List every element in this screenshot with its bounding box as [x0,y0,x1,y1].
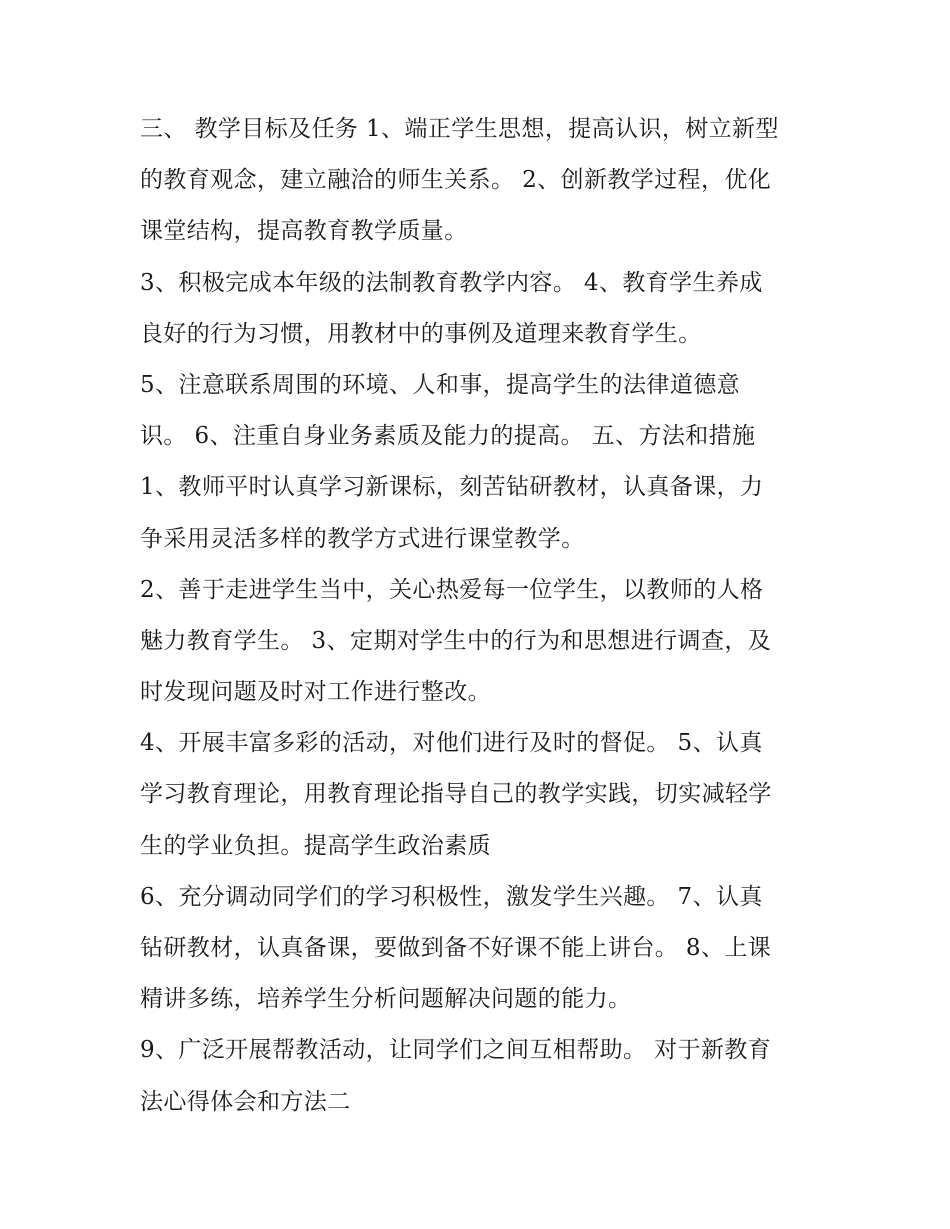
text-line: 良好的行为习惯，用教材中的事例及道理来教育学生。 [140,320,702,347]
body-text [140,104,820,1128]
text-line: 钻研教材，认真备课，要做到备不好课不能上讲台。 8、上课 [140,935,772,961]
text-line: 9、广泛开展帮教活动，让同学们之间互相帮助。 对于新教育 [140,1037,772,1064]
text-line: 5、注意联系周围的环境、人和事，提高学生的法律道德意 [140,371,741,398]
text-line: 学习教育理论，用教育理论指导自己的教学实践，切实减轻学 [140,781,772,808]
text-line: 4、开展丰富多彩的活动，对他们进行及时的督促。 5、认真 [140,730,763,757]
text-line: 争采用灵活多样的教学方式进行课堂教学。 [140,525,585,552]
text-line: 1、教师平时认真学习新课标，刻苦钻研教材，认真备课，力 [140,474,764,501]
text-line: 的教育观念，建立融洽的师生关系。 2、创新教学过程，优化 [140,167,772,194]
text-line: 法心得体会和方法二 [140,1088,351,1115]
text-line: 生的学业负担。提高学生政治素质 [140,832,491,859]
text-line: 识。 6、注重自身业务素质及能力的提高。 五、方法和措施 [140,423,756,450]
text-line: 精讲多练，培养学生分析问题解决问题的能力。 [140,986,632,1013]
text-line: 时发现问题及时对工作进行整改。 [140,679,491,706]
text-line: 6、充分调动同学们的学习积极性，激发学生兴趣。 7、认真 [140,883,763,910]
text-line: 2、善于走进学生当中，关心热爱每一位学生，以教师的人格 [140,576,764,603]
text-line: 课堂结构，提高教育教学质量。 [140,218,468,245]
text-line: 魅力教育学生。 3、定期对学生中的行为和思想进行调查，及 [140,627,772,654]
text-line: 3、积极完成本年级的法制教育教学内容。 4、教育学生养成 [140,269,763,296]
text-line: 三、 教学目标及任务 1、端正学生思想，提高认识，树立新型 [140,116,779,142]
